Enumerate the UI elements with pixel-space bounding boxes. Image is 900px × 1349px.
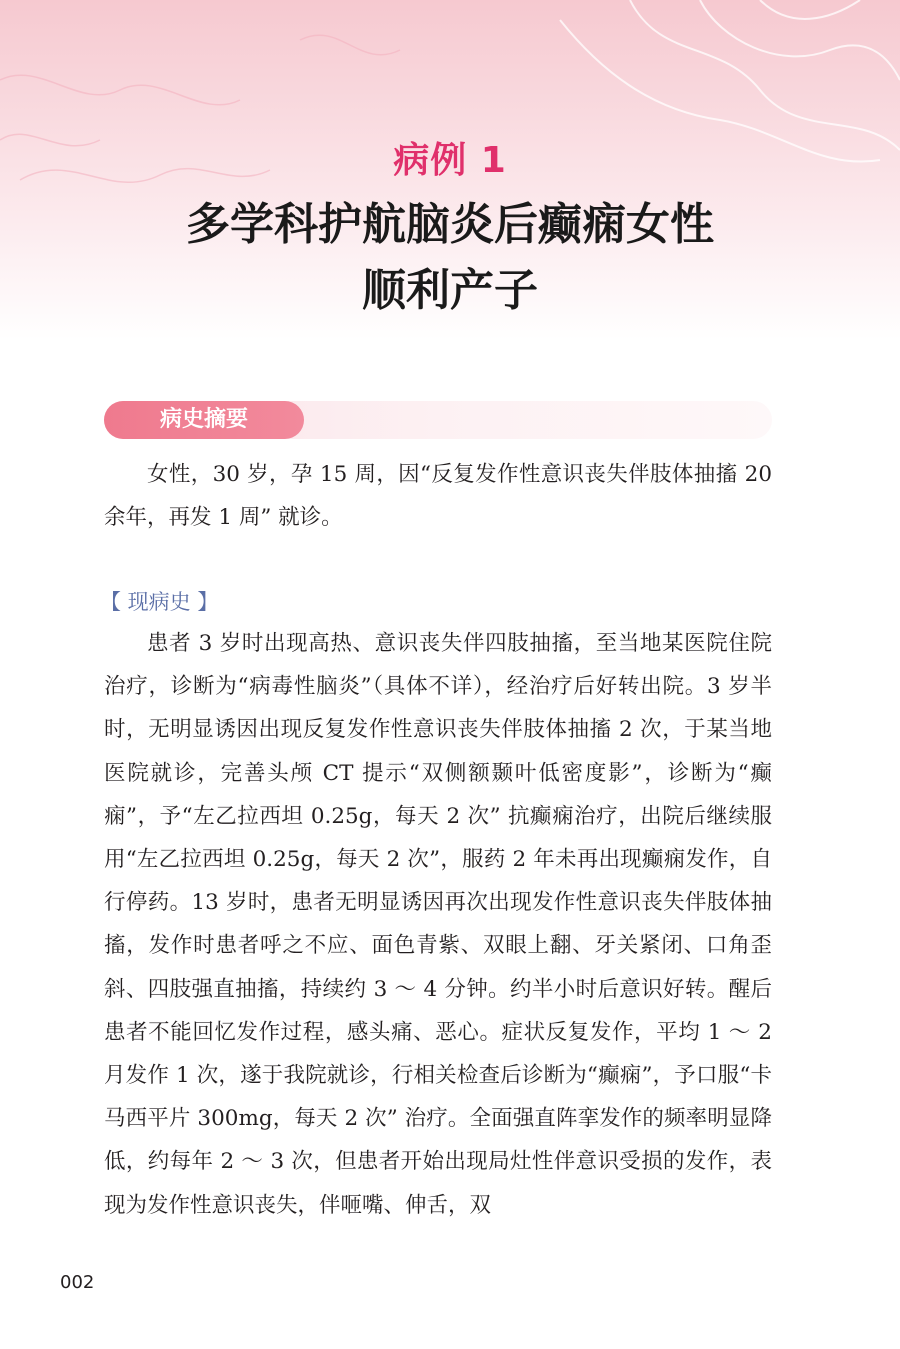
case-title-line1: 多学科护航脑炎后癫痫女性 — [186, 199, 714, 250]
case-title — [0, 192, 900, 324]
present-history-heading: 【 现病史 】 — [100, 590, 219, 614]
case-title-line2: 顺利产子 — [362, 265, 538, 316]
case-number-label: 病例 1 — [393, 140, 507, 181]
page-number: 002 — [60, 1272, 95, 1293]
present-history-paragraph: 患者 3 岁时出现高热、意识丧失伴四肢抽搐，至当地某医院住院治疗，诊断为“病毒性脑炎”（具体不详），经治疗后好转出院。3 岁半时，无明显诱因出现反复发作性意识丧失伴肢体抽搐 2 次，于某当地医院就诊，完善头颅 CT 提示“双侧额颞叶低密度影”，诊断为“癫痫”，予“左乙拉西坦 0.25g，每天 2 次” 抗癫痫治疗，出院后继续服用“左乙拉西坦 0.25g，每天 2 次”，服药 2 年未再出现癫痫发作，自行停药。13 岁时，患者无明显诱因再次出现发作性意识丧失伴肢体抽搐，发作时患者呼之不应、面色青紫、双眼上翻、牙关紧闭、口角歪斜、四肢强直抽搐，持续约 3 ～ 4 分钟。约半小时后意识好转。醒后患者不能回忆发作过程，感头痛、恶心。症状反复发作，平均 1 ～ 2 月发作 1 次，遂于我院就诊，行相关检查后诊断为“癫痫”，予口服“卡马西平片 300mg，每天 2 次” 治疗。全面强直阵挛发作的频率明显降低，约每年 2 ～ 3 次，但患者开始出现局灶性伴意识受损的发作，表现为发作性意识丧失，伴咂嘴、伸舌，双 — [104, 631, 772, 1218]
history-summary-paragraph: 女性，30 岁，孕 15 周，因“反复发作性意识丧失伴肢体抽搐 20 余年，再发 1 周” 就诊。 — [104, 462, 772, 530]
section-title-pill: 病史摘要 — [104, 401, 304, 439]
